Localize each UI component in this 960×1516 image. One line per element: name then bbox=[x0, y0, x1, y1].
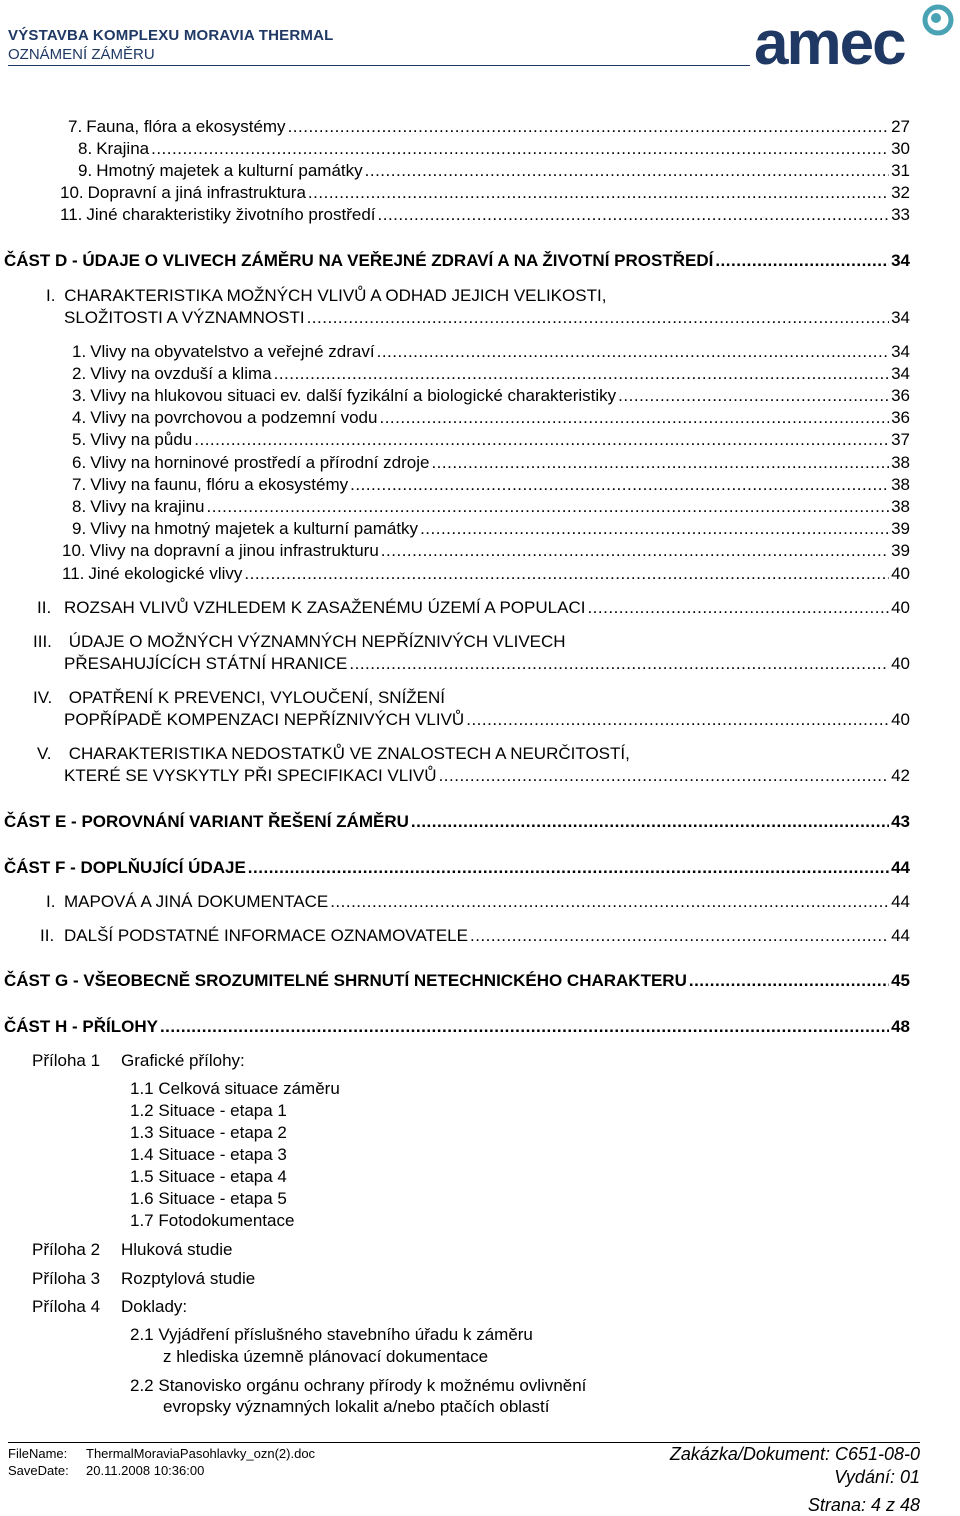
toc-entry-page: 45 bbox=[891, 971, 910, 990]
toc-leader-dots bbox=[308, 183, 889, 203]
toc-entry-title: Vlivy na faunu, flóru a ekosystémy bbox=[90, 475, 349, 494]
toc-entry bbox=[72, 519, 910, 539]
toc-entry-page: 38 bbox=[891, 453, 910, 472]
toc-entry-page: 40 bbox=[891, 654, 910, 673]
toc-entry-number: 11. bbox=[60, 205, 83, 224]
toc-entry-title: Hmotný majetek a kulturní památky bbox=[96, 161, 363, 180]
toc-entry-title: ČÁST E - POROVNÁNÍ VARIANT ŘEŠENÍ ZÁMĚRU bbox=[4, 812, 409, 831]
toc-entry bbox=[68, 117, 910, 137]
footer-edition: Vydání: 01 bbox=[834, 1467, 920, 1487]
toc-entry bbox=[72, 386, 910, 406]
toc-entry bbox=[60, 183, 910, 203]
attachment-1-title: Grafické přílohy: bbox=[121, 1051, 245, 1070]
toc-leader-dots bbox=[377, 342, 889, 362]
toc-entry-first-line bbox=[46, 286, 606, 306]
toc-entry bbox=[40, 926, 910, 946]
toc-entry-page: 27 bbox=[891, 117, 910, 136]
attachment-3-title: Rozptylová studie bbox=[121, 1269, 256, 1288]
toc-entry-number: 10. bbox=[62, 541, 86, 560]
toc-leader-dots bbox=[689, 971, 889, 991]
toc-entry-number: 11. bbox=[62, 564, 85, 583]
toc-entry-title: DALŠÍ PODSTATNÉ INFORMACE OZNAMOVATELE bbox=[64, 926, 468, 945]
header-document-type: OZNÁMENÍ ZÁMĚRU bbox=[8, 46, 155, 63]
toc-leader-dots bbox=[470, 926, 889, 946]
toc-entry-page: 44 bbox=[891, 892, 910, 911]
toc-entry bbox=[72, 475, 910, 495]
footer-filename: ThermalMoraviaPasohlavky_ozn(2).doc bbox=[86, 1446, 316, 1461]
toc-entry-page: 34 bbox=[891, 251, 910, 270]
toc-leader-dots bbox=[466, 710, 889, 730]
toc-entry-title-continued: SLOŽITOSTI A VÝZNAMNOSTI bbox=[64, 308, 305, 327]
toc-entry-page: 34 bbox=[891, 308, 910, 327]
toc-entry bbox=[72, 453, 910, 473]
toc-entry bbox=[64, 308, 910, 328]
toc-part-heading bbox=[4, 1017, 910, 1037]
toc-entry-title-continued: KTERÉ SE VYSKYTLY PŘI SPECIFIKACI VLIVŮ bbox=[64, 766, 437, 785]
toc-entry bbox=[64, 654, 910, 674]
toc-entry-page: 40 bbox=[891, 710, 910, 729]
toc-entry-number: II. bbox=[40, 926, 55, 945]
toc-leader-dots bbox=[587, 598, 889, 618]
toc-entry-title: Vlivy na dopravní a jinou infrastrukturu bbox=[89, 541, 379, 560]
attachment-item: 1.2 Situace - etapa 1 bbox=[130, 1101, 287, 1120]
toc-leader-dots bbox=[194, 430, 889, 450]
amec-logo-text: amec bbox=[754, 9, 905, 74]
toc-entry-page: 39 bbox=[891, 541, 910, 560]
toc-entry-number: I. bbox=[46, 286, 56, 305]
toc-entry-page: 30 bbox=[891, 139, 910, 158]
toc-entry bbox=[72, 408, 910, 428]
toc-entry-number: 9. bbox=[78, 161, 93, 180]
footer-savedate: 20.11.2008 10:36:00 bbox=[86, 1463, 205, 1478]
attachment-item: 2.1 Vyjádření příslušného stavebního úřadu k záměru bbox=[130, 1325, 533, 1344]
toc-leader-dots bbox=[207, 497, 890, 517]
toc-entry-title: ČÁST H - PŘÍLOHY bbox=[4, 1017, 158, 1036]
toc-part-heading bbox=[4, 971, 910, 991]
toc-entry-number: III. bbox=[33, 632, 52, 651]
attachment-item: 1.7 Fotodokumentace bbox=[130, 1211, 295, 1230]
toc-entry-page: 40 bbox=[891, 598, 910, 617]
toc-leader-dots bbox=[330, 892, 889, 912]
toc-entry-number: 10. bbox=[60, 183, 84, 202]
toc-entry-number: IV. bbox=[33, 688, 53, 707]
toc-leader-dots bbox=[160, 1017, 889, 1037]
toc-entry-page: 40 bbox=[891, 564, 910, 583]
toc-entry-title: Jiné ekologické vlivy bbox=[88, 564, 243, 583]
toc-entry-page: 38 bbox=[891, 475, 910, 494]
attachment-item: 2.2 Stanovisko orgánu ochrany přírody k možnému ovlivnění bbox=[130, 1376, 587, 1395]
toc-entry-first-line bbox=[37, 744, 630, 764]
toc-entry bbox=[46, 892, 910, 912]
toc-entry-page: 43 bbox=[891, 812, 910, 831]
toc-leader-dots bbox=[431, 453, 889, 473]
toc-entry-title: Vlivy na obyvatelstvo a veřejné zdraví bbox=[90, 342, 375, 361]
footer-filename-label: FileName: bbox=[8, 1446, 68, 1461]
toc-entry-page: 33 bbox=[891, 205, 910, 224]
toc-leader-dots bbox=[244, 564, 889, 584]
attachment-item-continued: z hlediska územně plánovací dokumentace bbox=[163, 1347, 489, 1366]
toc-entry bbox=[72, 497, 910, 517]
toc-entry-title: OPATŘENÍ K PREVENCI, VYLOUČENÍ, SNÍŽENÍ bbox=[68, 688, 446, 707]
toc-leader-dots bbox=[349, 654, 889, 674]
toc-entry-page: 36 bbox=[891, 386, 910, 405]
toc-leader-dots bbox=[307, 308, 890, 328]
toc-entry-page: 44 bbox=[891, 926, 910, 945]
toc-entry-number: 1. bbox=[72, 342, 87, 361]
toc-entry-title: Krajina bbox=[96, 139, 150, 158]
toc-leader-dots bbox=[288, 117, 890, 137]
toc-entry-number: 2. bbox=[72, 364, 87, 383]
toc-entry-number: V. bbox=[37, 744, 52, 763]
toc-entry bbox=[64, 766, 910, 786]
toc-leader-dots bbox=[151, 139, 889, 159]
attachment-item: 1.3 Situace - etapa 2 bbox=[130, 1123, 287, 1142]
toc-entry-number: 8. bbox=[78, 139, 93, 158]
toc-entry-page: 34 bbox=[891, 342, 910, 361]
attachment-item: 1.6 Situace - etapa 5 bbox=[130, 1189, 287, 1208]
toc-entry-title: ČÁST D - ÚDAJE O VLIVECH ZÁMĚRU NA VEŘEJNÉ ZDRAVÍ A NA ŽIVOTNÍ PROSTŘEDÍ bbox=[4, 251, 714, 270]
toc-entry-title: Vlivy na povrchovou a podzemní vodu bbox=[90, 408, 378, 427]
attachment-3-label: Příloha 3 bbox=[32, 1269, 101, 1288]
toc-entry bbox=[72, 430, 910, 450]
footer-order-document: Zakázka/Dokument: C651-08-0 bbox=[669, 1444, 920, 1464]
header-project-title: VÝSTAVBA KOMPLEXU MORAVIA THERMAL bbox=[8, 27, 334, 44]
toc-leader-dots bbox=[411, 812, 889, 832]
toc-entry-number: 8. bbox=[72, 497, 87, 516]
toc-entry-page: 37 bbox=[891, 430, 910, 449]
toc-entry bbox=[60, 205, 910, 225]
toc-leader-dots bbox=[274, 364, 889, 384]
toc-entry-title: CHARAKTERISTIKA MOŽNÝCH VLIVŮ A ODHAD JEJICH VELIKOSTI, bbox=[64, 286, 607, 305]
toc-entry-page: 42 bbox=[891, 766, 910, 785]
toc-leader-dots bbox=[439, 766, 890, 786]
attachment-2-title: Hluková studie bbox=[121, 1240, 233, 1259]
toc-entry bbox=[78, 161, 910, 181]
toc-entry-title-continued: POPŘÍPADĚ KOMPENZACI NEPŘÍZNIVÝCH VLIVŮ bbox=[64, 710, 465, 729]
toc-leader-dots bbox=[365, 161, 889, 181]
footer-divider bbox=[8, 1442, 920, 1443]
toc-entry bbox=[64, 710, 910, 730]
toc-entry-title: Vlivy na ovzduší a klima bbox=[90, 364, 272, 383]
toc-entry-number: II. bbox=[37, 598, 52, 617]
toc-entry-page: 36 bbox=[891, 408, 910, 427]
toc-entry-title: ROZSAH VLIVŮ VZHLEDEM K ZASAŽENÉMU ÚZEMÍ A POPULACI bbox=[64, 598, 586, 617]
toc-entry bbox=[62, 564, 910, 584]
toc-entry-title: Vlivy na hlukovou situaci ev. další fyzikální a biologické charakteristiky bbox=[90, 386, 617, 405]
toc-leader-dots bbox=[248, 858, 889, 878]
attachment-2-label: Příloha 2 bbox=[32, 1240, 101, 1259]
toc-entry-number: 9. bbox=[72, 519, 87, 538]
toc-entry bbox=[72, 342, 910, 362]
footer-savedate-label: SaveDate: bbox=[8, 1463, 69, 1478]
toc-entry-title: Vlivy na horninové prostředí a přírodní zdroje bbox=[90, 453, 430, 472]
toc-entry-page: 48 bbox=[891, 1017, 910, 1036]
toc-part-heading bbox=[4, 251, 910, 271]
toc-entry bbox=[62, 541, 910, 561]
attachment-item: 1.1 Celková situace záměru bbox=[130, 1079, 340, 1098]
attachment-item-continued: evropsky významných lokalit a/nebo ptačích oblastí bbox=[163, 1397, 550, 1416]
toc-entry-page: 34 bbox=[891, 364, 910, 383]
toc-part-heading bbox=[4, 812, 910, 832]
toc-entry-first-line bbox=[33, 688, 445, 708]
toc-entry-number: 6. bbox=[72, 453, 87, 472]
toc-part-heading bbox=[4, 858, 910, 878]
attachment-4-title: Doklady: bbox=[121, 1297, 188, 1316]
toc-entry-page: 38 bbox=[891, 497, 910, 516]
toc-leader-dots bbox=[618, 386, 889, 406]
toc-entry-title: Jiné charakteristiky životního prostředí bbox=[86, 205, 376, 224]
toc-entry bbox=[37, 598, 910, 618]
toc-entry-number: 5. bbox=[72, 430, 87, 449]
toc-entry-number: 4. bbox=[72, 408, 87, 427]
toc-entry-number: 3. bbox=[72, 386, 87, 405]
toc-entry-page: 39 bbox=[891, 519, 910, 538]
toc-entry-title: MAPOVÁ A JINÁ DOKUMENTACE bbox=[64, 892, 329, 911]
toc-entry-page: 44 bbox=[891, 858, 910, 877]
toc-entry-page: 31 bbox=[891, 161, 910, 180]
toc-entry bbox=[72, 364, 910, 384]
attachment-item: 1.5 Situace - etapa 4 bbox=[130, 1167, 287, 1186]
toc-entry-page: 32 bbox=[891, 183, 910, 202]
toc-entry-title: Dopravní a jiná infrastruktura bbox=[87, 183, 306, 202]
toc-entry-first-line bbox=[33, 632, 566, 652]
toc-entry-title: Vlivy na půdu bbox=[90, 430, 193, 449]
toc-leader-dots bbox=[350, 475, 889, 495]
toc-entry-number: 7. bbox=[72, 475, 87, 494]
toc-entry-title: ČÁST F - DOPLŇUJÍCÍ ÚDAJE bbox=[4, 858, 246, 877]
toc-entry-title-continued: PŘESAHUJÍCÍCH STÁTNÍ HRANICE bbox=[64, 654, 348, 673]
toc-entry-number: 7. bbox=[68, 117, 83, 136]
toc-entry bbox=[78, 139, 910, 159]
toc-entry-title: CHARAKTERISTIKA NEDOSTATKŮ VE ZNALOSTECH A NEURČITOSTÍ, bbox=[68, 744, 630, 763]
attachment-item: 1.4 Situace - etapa 3 bbox=[130, 1145, 287, 1164]
toc-leader-dots bbox=[379, 408, 889, 428]
toc-entry-title: Vlivy na krajinu bbox=[90, 497, 205, 516]
footer-page-number: Strana: 4 z 48 bbox=[807, 1495, 920, 1515]
toc-entry-title: ČÁST G - VŠEOBECNĚ SROZUMITELNÉ SHRNUTÍ NETECHNICKÉHO CHARAKTERU bbox=[4, 971, 687, 990]
toc-entry-title: ÚDAJE O MOŽNÝCH VÝZNAMNÝCH NEPŘÍZNIVÝCH VLIVECH bbox=[68, 632, 566, 651]
toc-leader-dots bbox=[378, 205, 890, 225]
toc-entry-title: Fauna, flóra a ekosystémy bbox=[86, 117, 286, 136]
attachment-4-label: Příloha 4 bbox=[32, 1297, 101, 1316]
attachment-1-label: Příloha 1 bbox=[32, 1051, 101, 1070]
toc-entry-number: I. bbox=[46, 892, 56, 911]
toc-leader-dots bbox=[420, 519, 889, 539]
toc-leader-dots bbox=[381, 541, 889, 561]
toc-leader-dots bbox=[715, 251, 889, 271]
toc-entry-title: Vlivy na hmotný majetek a kulturní památky bbox=[90, 519, 419, 538]
